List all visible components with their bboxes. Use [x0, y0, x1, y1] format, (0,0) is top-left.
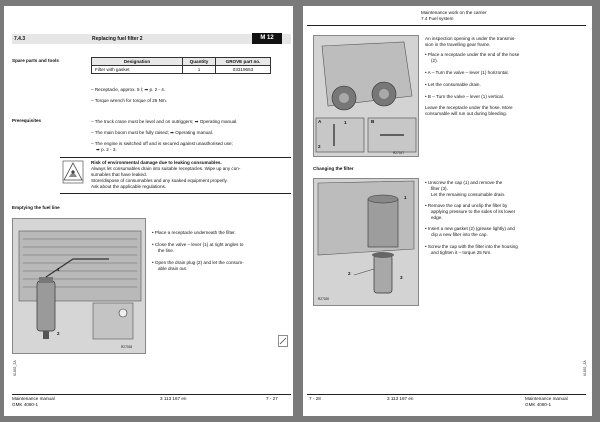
spare-parts-heading: Spare parts and tools: [12, 58, 59, 63]
changing-step: • Insert a new gasket (2) (grease lightly) and: [425, 226, 515, 231]
changing-step: clip a new filter into the cap.: [431, 232, 488, 237]
side-code: 61852_ZA: [583, 360, 587, 376]
changing-step: edge.: [431, 215, 443, 220]
figure-code: R27018: [121, 345, 133, 349]
left-page: [4, 6, 293, 416]
col-designation: Designation: [92, 58, 183, 66]
cell-quantity: 1: [183, 66, 216, 74]
emptying-step: • Place a receptacle underneath the filter.: [152, 230, 236, 235]
changing-heading: Changing the filter: [313, 166, 354, 171]
footer-manual: Maintenance manual: [525, 396, 568, 401]
prereq-item: – The truck crane must be level and on outriggers; ➡ Operating manual.: [91, 119, 238, 124]
tool-item: – Receptacle, approx. 5 l; ➡ p. 2 - 4.: [91, 87, 166, 92]
emptying-step: • Open the drain plug (2) and let the consum-: [152, 260, 244, 265]
inspection-line: An inspection opening is under the transmis-: [425, 36, 516, 41]
warning-line: sumables that have leaked.: [91, 172, 147, 177]
section-bar: [12, 34, 291, 44]
inspection-step: • A – Turn the valve – lever (1) horizontal.: [425, 70, 509, 75]
inspection-figure: [313, 35, 419, 157]
prereq-item: ➡ p. 2 - 3.: [96, 147, 117, 152]
callout-b: B: [371, 119, 375, 124]
footer-page: 7 - 28: [309, 396, 321, 401]
changing-step: applying pressure to the sides of its lower: [431, 209, 516, 214]
col-quantity: Quantity: [183, 58, 216, 66]
footer-model: GMK 4080-1: [525, 402, 552, 407]
warning-line: Store/dispose of consumables and any soaked equipment properly.: [91, 178, 228, 183]
header-sub: 7.4 Fuel system: [421, 16, 454, 21]
callout-2: 2: [57, 331, 60, 336]
footer-page: 7 - 27: [266, 396, 278, 401]
changing-step: • Unscrew the cap (1) and remove the: [425, 180, 503, 185]
figure-code: R27020: [318, 297, 330, 301]
footer-model: GMK 4080-1: [12, 402, 39, 407]
footer-code: 3 113 167 en: [387, 396, 414, 401]
changing-step: Let the remaining consumable drain.: [431, 192, 506, 197]
changing-figure: [313, 178, 419, 306]
maintenance-badge: M 12: [252, 33, 282, 44]
changing-step: and tighten it – torque 25 Nm.: [431, 250, 492, 255]
tool-item: – Torque wrench for torque of 25 Nm.: [91, 98, 168, 103]
callout-a: A: [318, 119, 322, 124]
callout-3: 3: [400, 275, 403, 280]
callout-1: 1: [344, 120, 347, 125]
emptying-step: the line.: [158, 248, 175, 253]
cell-designation: Filter with gasket: [92, 66, 183, 74]
cell-part-no: 03319653: [216, 66, 271, 74]
emptying-step: • Close the valve – lever (1) at right angles to: [152, 242, 244, 247]
warning-line: Ask about the applicable regulations.: [91, 184, 167, 189]
changing-step: • Remove the cap and unclip the filter by: [425, 203, 508, 208]
inspection-step: • Let the consumable drain.: [425, 82, 481, 87]
warning-title: Risk of environmental damage due to leaking consumables.: [91, 160, 222, 165]
emptying-step: able drain out.: [158, 266, 188, 271]
table-row: [92, 66, 271, 74]
prerequisites-heading: Prerequisites: [12, 118, 42, 123]
callout-1: 1: [57, 267, 60, 272]
inspection-step: (2).: [431, 58, 438, 63]
inspection-step: • B – Turn the valve – lever (1) vertical.: [425, 94, 504, 99]
inspection-step: • Place a receptacle under the end of the hose: [425, 52, 520, 57]
warning-line: Always let consumables drain into suitable receptacles. Wipe up any con-: [91, 166, 241, 171]
callout-2: 2: [318, 144, 321, 149]
note-icon: [278, 334, 288, 346]
inspection-note: Leave the receptacle under the hose. More: [425, 105, 513, 110]
section-number: 7.4.3: [14, 35, 26, 42]
inspection-note: consumable will run out during bleeding.: [425, 111, 507, 116]
emptying-heading: Emptying the fuel line: [12, 205, 60, 210]
prereq-item: – The engine is switched off and is secured against unauthorised use;: [91, 141, 233, 146]
section-title: Replacing fuel filter 2: [92, 35, 143, 42]
right-page: [303, 6, 592, 416]
side-code: 61852_ZA: [13, 360, 17, 376]
changing-step: • Screw the cap with the filter into the housing: [425, 244, 518, 249]
environment-warning-icon: [62, 160, 84, 184]
spare-parts-table: [91, 57, 271, 74]
prereq-item: – The main boom must be fully raised; ➡ Operating manual.: [91, 130, 213, 135]
emptying-figure: [12, 218, 146, 354]
figure-code: R27017: [393, 151, 405, 155]
footer-code: 3 113 167 en: [160, 396, 187, 401]
inspection-line: sion in the travelling gear frame.: [425, 42, 491, 47]
callout-1: 1: [404, 195, 407, 200]
table-header-row: [92, 58, 271, 66]
footer-manual: Maintenance manual: [12, 396, 55, 401]
col-part-no: GROVE part no.: [216, 58, 271, 66]
callout-2: 2: [348, 271, 351, 276]
changing-step: filter (3).: [431, 186, 448, 191]
header-chapter: Maintenance work on the carrier: [421, 10, 487, 15]
